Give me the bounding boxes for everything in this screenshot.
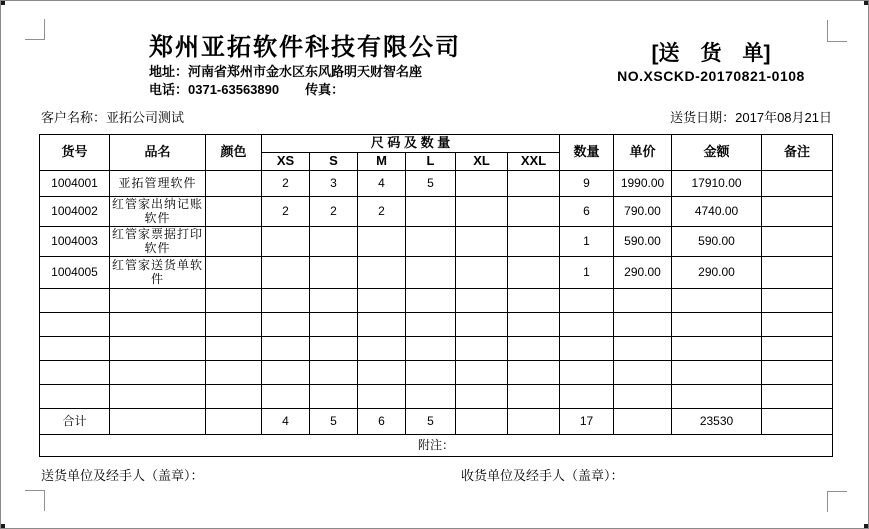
cell-size-l bbox=[406, 227, 456, 257]
header-name: 品名 bbox=[110, 135, 206, 171]
crop-mark-bottom-left bbox=[25, 490, 45, 491]
cell-price: 590.00 bbox=[614, 227, 672, 257]
cell-size-xxl bbox=[508, 361, 560, 385]
cell-price bbox=[614, 385, 672, 409]
crop-mark-bottom-right bbox=[827, 491, 828, 512]
cell-size-xxl bbox=[508, 313, 560, 337]
cell-remark bbox=[762, 171, 833, 197]
total-size-xxl bbox=[508, 409, 560, 435]
cell-name bbox=[110, 361, 206, 385]
crop-mark-top-left bbox=[44, 19, 45, 40]
company-address: 地址：河南省郑州市金水区东风路明天财智名座 bbox=[149, 64, 423, 79]
cell-remark bbox=[762, 337, 833, 361]
cell-sku bbox=[40, 361, 110, 385]
header-size-group: 尺 码 及 数 量 bbox=[262, 135, 560, 153]
window-corner-dot bbox=[1, 1, 5, 5]
table-header-row bbox=[40, 135, 833, 153]
sender-signature-label: 送货单位及经手人（盖章）： bbox=[41, 468, 204, 483]
cell-qty bbox=[560, 313, 614, 337]
company-fax: 传真： bbox=[305, 82, 345, 97]
cell-size-xl bbox=[456, 197, 508, 227]
cell-sku bbox=[40, 313, 110, 337]
crop-mark-top-right bbox=[827, 20, 828, 42]
notes-label: 附注： bbox=[40, 435, 833, 457]
cell-price bbox=[614, 313, 672, 337]
cell-size-m bbox=[358, 313, 406, 337]
cell-qty bbox=[560, 337, 614, 361]
cell-name: 红管家送货单软件 bbox=[110, 257, 206, 289]
total-remark bbox=[762, 409, 833, 435]
crop-mark-top-right bbox=[827, 41, 847, 42]
cell-name: 红管家出纳记账软件 bbox=[110, 197, 206, 227]
company-name: 郑州亚拓软件科技有限公司 bbox=[149, 34, 461, 61]
cell-color bbox=[206, 197, 262, 227]
cell-size-m: 4 bbox=[358, 171, 406, 197]
header-size-s: S bbox=[310, 153, 358, 171]
cell-price bbox=[614, 289, 672, 313]
table-row-empty bbox=[40, 337, 833, 361]
cell-price: 290.00 bbox=[614, 257, 672, 289]
customer-value: 亚拓公司测试 bbox=[106, 110, 185, 125]
company-header-block bbox=[149, 33, 461, 99]
cell-size-s bbox=[310, 227, 358, 257]
cell-size-xs: 2 bbox=[262, 171, 310, 197]
cell-size-xs: 2 bbox=[262, 197, 310, 227]
customer-name-line bbox=[41, 107, 184, 126]
cell-qty: 1 bbox=[560, 227, 614, 257]
cell-name bbox=[110, 385, 206, 409]
header-price: 单价 bbox=[614, 135, 672, 171]
total-size-s: 5 bbox=[310, 409, 358, 435]
table-row bbox=[40, 257, 833, 289]
cell-size-xxl bbox=[508, 337, 560, 361]
cell-qty bbox=[560, 361, 614, 385]
table-row-empty bbox=[40, 361, 833, 385]
cell-size-m bbox=[358, 337, 406, 361]
total-size-xl bbox=[456, 409, 508, 435]
cell-color bbox=[206, 227, 262, 257]
cell-remark bbox=[762, 227, 833, 257]
window-corner-dot bbox=[864, 524, 868, 528]
cell-color bbox=[206, 313, 262, 337]
cell-size-xl bbox=[456, 257, 508, 289]
cell-color bbox=[206, 171, 262, 197]
cell-remark bbox=[762, 289, 833, 313]
cell-color bbox=[206, 289, 262, 313]
cell-remark bbox=[762, 313, 833, 337]
doc-number: NO.XSCKD-20170821-0108 bbox=[617, 68, 805, 84]
cell-price: 790.00 bbox=[614, 197, 672, 227]
doc-title: [送 货 单] bbox=[651, 42, 771, 65]
cell-price bbox=[614, 337, 672, 361]
cell-size-xl bbox=[456, 289, 508, 313]
cell-remark bbox=[762, 385, 833, 409]
table-row bbox=[40, 227, 833, 257]
header-size-xs: XS bbox=[262, 153, 310, 171]
cell-size-m bbox=[358, 385, 406, 409]
cell-qty bbox=[560, 289, 614, 313]
cell-size-s bbox=[310, 385, 358, 409]
cell-size-xxl bbox=[508, 171, 560, 197]
cell-amount: 17910.00 bbox=[672, 171, 762, 197]
cell-color bbox=[206, 385, 262, 409]
crop-mark-top-left bbox=[25, 39, 45, 40]
cell-size-s bbox=[310, 289, 358, 313]
delivery-date-line bbox=[670, 107, 832, 126]
total-label: 合计 bbox=[40, 409, 110, 435]
cell-size-l bbox=[406, 361, 456, 385]
cell-size-xl bbox=[456, 171, 508, 197]
total-size-xs: 4 bbox=[262, 409, 310, 435]
delivery-table bbox=[39, 134, 833, 457]
cell-amount bbox=[672, 385, 762, 409]
cell-size-xl bbox=[456, 361, 508, 385]
table-row-empty bbox=[40, 289, 833, 313]
crop-mark-bottom-left bbox=[44, 490, 45, 511]
cell-name: 红管家票据打印软件 bbox=[110, 227, 206, 257]
cell-size-m bbox=[358, 289, 406, 313]
cell-price bbox=[614, 361, 672, 385]
cell-size-xs bbox=[262, 257, 310, 289]
table-notes-row bbox=[40, 435, 833, 457]
header-qty: 数量 bbox=[560, 135, 614, 171]
cell-amount bbox=[672, 289, 762, 313]
cell-size-xl bbox=[456, 337, 508, 361]
table-row-empty bbox=[40, 385, 833, 409]
cell-amount bbox=[672, 337, 762, 361]
cell-amount: 590.00 bbox=[672, 227, 762, 257]
cell-remark bbox=[762, 197, 833, 227]
cell-size-xxl bbox=[508, 289, 560, 313]
window-corner-dot bbox=[1, 524, 5, 528]
cell-name bbox=[110, 313, 206, 337]
table-row bbox=[40, 171, 833, 197]
cell-size-m: 2 bbox=[358, 197, 406, 227]
cell-size-xs bbox=[262, 337, 310, 361]
cell-size-xxl bbox=[508, 257, 560, 289]
cell-size-l bbox=[406, 337, 456, 361]
cell-remark bbox=[762, 257, 833, 289]
delivery-date-label: 送货日期： bbox=[670, 110, 736, 125]
cell-amount bbox=[672, 313, 762, 337]
company-phone-line bbox=[149, 81, 461, 99]
cell-size-s: 2 bbox=[310, 197, 358, 227]
cell-color bbox=[206, 337, 262, 361]
cell-size-xs bbox=[262, 313, 310, 337]
header-size-l: L bbox=[406, 153, 456, 171]
table-total-row bbox=[40, 409, 833, 435]
cell-sku bbox=[40, 337, 110, 361]
cell-size-m bbox=[358, 361, 406, 385]
total-amount: 23530 bbox=[672, 409, 762, 435]
cell-qty bbox=[560, 385, 614, 409]
cell-size-xxl bbox=[508, 197, 560, 227]
cell-qty: 6 bbox=[560, 197, 614, 227]
cell-size-xl bbox=[456, 385, 508, 409]
header-remark: 备注 bbox=[762, 135, 833, 171]
cell-size-s bbox=[310, 313, 358, 337]
delivery-date-value: 2017年08月21日 bbox=[735, 110, 832, 125]
cell-size-m bbox=[358, 257, 406, 289]
cell-color bbox=[206, 361, 262, 385]
cell-sku: 1004001 bbox=[40, 171, 110, 197]
header-color: 颜色 bbox=[206, 135, 262, 171]
cell-size-l bbox=[406, 313, 456, 337]
window-corner-dot bbox=[864, 1, 868, 5]
cell-size-s bbox=[310, 257, 358, 289]
total-size-m: 6 bbox=[358, 409, 406, 435]
cell-qty: 9 bbox=[560, 171, 614, 197]
header-size-xl: XL bbox=[456, 153, 508, 171]
cell-sku bbox=[40, 385, 110, 409]
cell-color bbox=[206, 257, 262, 289]
cell-sku: 1004003 bbox=[40, 227, 110, 257]
cell-amount: 290.00 bbox=[672, 257, 762, 289]
header-sku: 货号 bbox=[40, 135, 110, 171]
header-size-m: M bbox=[358, 153, 406, 171]
cell-sku: 1004002 bbox=[40, 197, 110, 227]
cell-remark bbox=[762, 361, 833, 385]
total-color bbox=[206, 409, 262, 435]
table-row-empty bbox=[40, 313, 833, 337]
cell-qty: 1 bbox=[560, 257, 614, 289]
cell-size-xs bbox=[262, 385, 310, 409]
doc-title-block bbox=[601, 41, 821, 85]
cell-sku bbox=[40, 289, 110, 313]
cell-size-xs bbox=[262, 361, 310, 385]
total-name bbox=[110, 409, 206, 435]
cell-size-l bbox=[406, 257, 456, 289]
cell-size-xs bbox=[262, 289, 310, 313]
header-size-xxl: XXL bbox=[508, 153, 560, 171]
cell-name bbox=[110, 337, 206, 361]
total-qty: 17 bbox=[560, 409, 614, 435]
crop-mark-bottom-right bbox=[827, 491, 847, 492]
header-amount: 金额 bbox=[672, 135, 762, 171]
cell-size-xs bbox=[262, 227, 310, 257]
cell-size-l bbox=[406, 197, 456, 227]
cell-size-l bbox=[406, 289, 456, 313]
cell-size-m bbox=[358, 227, 406, 257]
cell-size-xl bbox=[456, 313, 508, 337]
cell-size-xl bbox=[456, 227, 508, 257]
cell-size-l bbox=[406, 385, 456, 409]
company-phone: 电话：0371-63563890 bbox=[149, 82, 280, 97]
cell-amount bbox=[672, 361, 762, 385]
cell-size-s bbox=[310, 361, 358, 385]
cell-price: 1990.00 bbox=[614, 171, 672, 197]
cell-size-xxl bbox=[508, 227, 560, 257]
cell-amount: 4740.00 bbox=[672, 197, 762, 227]
cell-size-l: 5 bbox=[406, 171, 456, 197]
customer-label: 客户名称： bbox=[41, 110, 107, 125]
total-price bbox=[614, 409, 672, 435]
receiver-signature-label: 收货单位及经手人（盖章）： bbox=[461, 468, 624, 483]
cell-name: 亚拓管理软件 bbox=[110, 171, 206, 197]
cell-size-xxl bbox=[508, 385, 560, 409]
table-row bbox=[40, 197, 833, 227]
cell-size-s bbox=[310, 337, 358, 361]
cell-size-s: 3 bbox=[310, 171, 358, 197]
cell-name bbox=[110, 289, 206, 313]
total-size-l: 5 bbox=[406, 409, 456, 435]
cell-sku: 1004005 bbox=[40, 257, 110, 289]
